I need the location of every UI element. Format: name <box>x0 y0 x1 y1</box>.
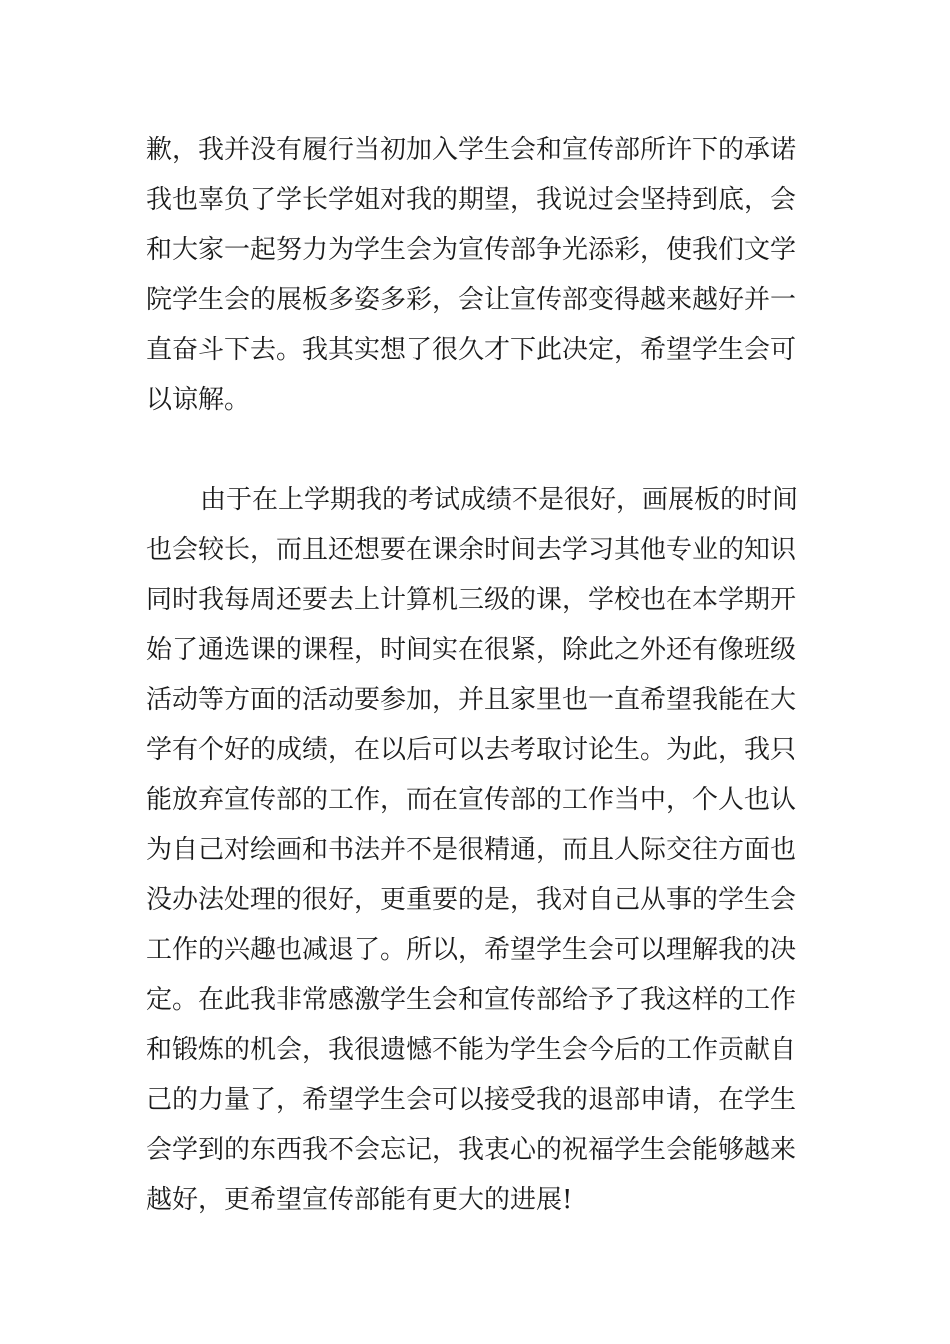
paragraph-2-line-3: 同时我每周还要去上计算机三级的课，学校也在本学期开 <box>146 585 797 615</box>
paragraph-2-line-12: 和锻炼的机会，我很遗憾不能为学生会今后的工作贡献自 <box>146 1035 797 1065</box>
paragraph-2-line-4: 始了通选课的课程，时间实在很紧，除此之外还有像班级 <box>146 635 797 665</box>
paragraph-2-line-6: 学有个好的成绩，在以后可以去考取讨论生。为此，我只 <box>146 735 797 765</box>
paragraph-2-line-13: 己的力量了，希望学生会可以接受我的退部申请，在学生 <box>146 1085 797 1115</box>
paragraph-2-line-10: 工作的兴趣也减退了。所以，希望学生会可以理解我的决 <box>146 935 797 965</box>
paragraph-1-line-5: 直奋斗下去。我其实想了很久才下此决定，希望学生会可 <box>146 335 797 365</box>
paragraph-2-line-8: 为自己对绘画和书法并不是很精通，而且人际交往方面也 <box>146 835 797 865</box>
paragraph-1-line-4: 院学生会的展板多姿多彩，会让宣传部变得越来越好并一 <box>146 285 797 315</box>
paragraph-2-line-9: 没办法处理的很好，更重要的是，我对自己从事的学生会 <box>146 885 797 915</box>
paragraph-1-line-2: 我也辜负了学长学姐对我的期望，我说过会坚持到底，会 <box>146 185 797 215</box>
paragraph-2-line-14: 会学到的东西我不会忘记，我衷心的祝福学生会能够越来 <box>146 1135 797 1165</box>
paragraph-2-line-2: 也会较长，而且还想要在课余时间去学习其他专业的知识 <box>146 535 797 565</box>
paragraph-1-line-6: 以谅解。 <box>146 385 251 415</box>
paragraph-2-line-7: 能放弃宣传部的工作，而在宣传部的工作当中，个人也认 <box>146 785 797 815</box>
paragraph-2-line-1: 由于在上学期我的考试成绩不是很好，画展板的时间 <box>200 485 799 515</box>
paragraph-1-line-3: 和大家一起努力为学生会为宣传部争光添彩，使我们文学 <box>146 235 797 265</box>
paragraph-2-line-11: 定。在此我非常感激学生会和宣传部给予了我这样的工作 <box>146 985 797 1015</box>
paragraph-1-line-1: 歉，我并没有履行当初加入学生会和宣传部所许下的承诺 <box>146 135 797 165</box>
paragraph-2-line-5: 活动等方面的活动要参加，并且家里也一直希望我能在大 <box>146 685 797 715</box>
paragraph-2-line-15: 越好，更希望宣传部能有更大的进展! <box>146 1185 573 1215</box>
